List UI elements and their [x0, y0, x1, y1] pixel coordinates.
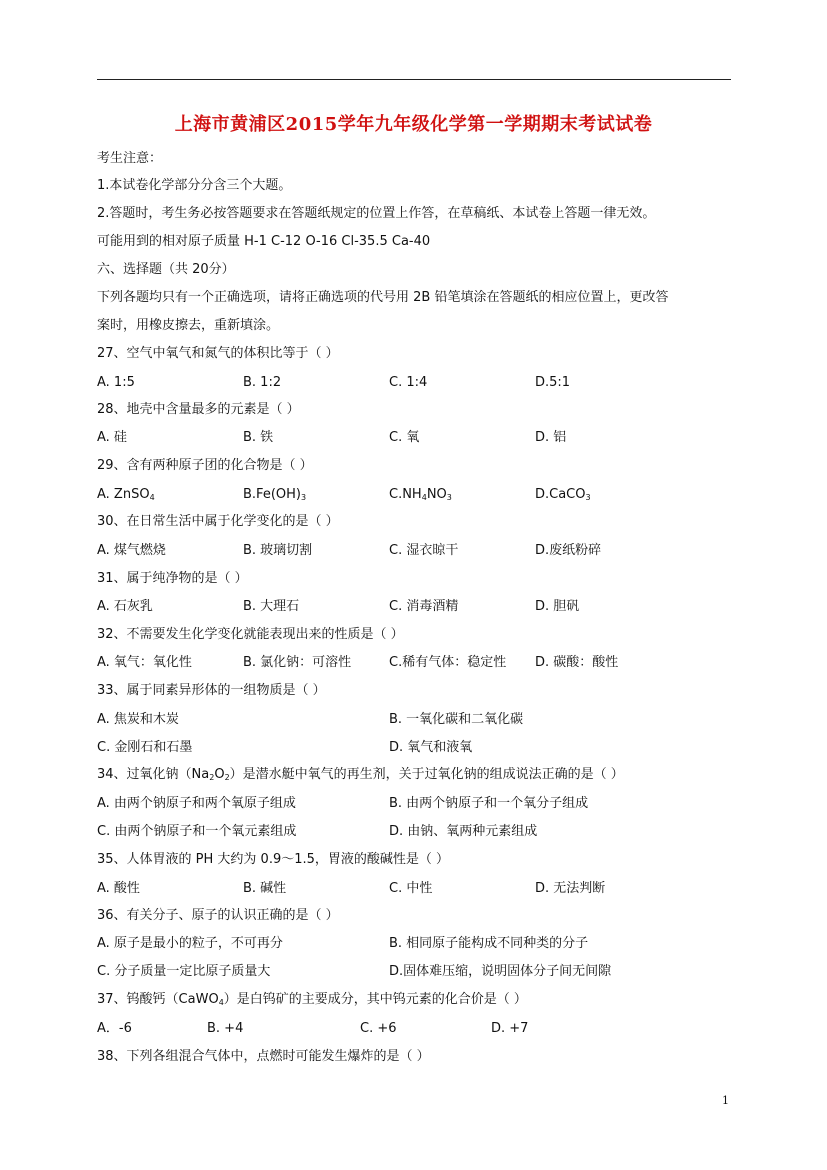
- question-31-option-c: C. 消毒酒精: [389, 599, 459, 614]
- question-30-option-a: A. 煤气燃烧: [97, 543, 166, 558]
- section-instructions-1: 下列各题均只有一个正确选项，请将正确选项的代号用 2B 铅笔填涂在答题纸的相应位置上，更改答: [97, 290, 669, 305]
- question-37-option-d: D. +7: [491, 1021, 529, 1036]
- question-36-stem: 36、有关分子、原子的认识正确的是（ ）: [97, 908, 339, 923]
- question-29-option-d: D.CaCO$_3$: [535, 487, 591, 502]
- question-36-option-b: B. 相同原子能构成不同种类的分子: [389, 936, 589, 951]
- question-34-option-a: A. 由两个钠原子和两个氧原子组成: [97, 796, 296, 811]
- question-29-stem: 29、含有两种原子团的化合物是（ ）: [97, 458, 313, 473]
- question-27-option-b: B. 1:2: [243, 375, 282, 390]
- question-36-option-c: C. 分子质量一定比原子质量大: [97, 964, 271, 979]
- question-27-stem: 27、空气中氧气和氮气的体积比等于（ ）: [97, 346, 339, 361]
- question-37-stem: 37、钨酸钙（CaWO$_4$）是白钨矿的主要成分，其中钨元素的化合价是（ ）: [97, 992, 527, 1007]
- question-32-stem: 32、不需要发生化学变化就能表现出来的性质是（ ）: [97, 627, 404, 642]
- question-32-option-d: D. 碳酸：酸性: [535, 655, 619, 670]
- question-33-option-d: D. 氧气和液氧: [389, 740, 473, 755]
- question-28-option-c: C. 氧: [389, 430, 420, 445]
- question-31-option-d: D. 胆矾: [535, 599, 580, 614]
- question-30-stem: 30、在日常生活中属于化学变化的是（ ）: [97, 514, 339, 529]
- question-35-option-a: A. 酸性: [97, 881, 140, 896]
- question-37-option-a: A．-6: [97, 1021, 132, 1036]
- question-35-option-c: C. 中性: [389, 881, 433, 896]
- question-36-option-d: D.固体难压缩，说明固体分子间无间隙: [389, 964, 612, 979]
- question-28-option-a: A. 硅: [97, 430, 127, 445]
- question-31-stem: 31、属于纯净物的是（ ）: [97, 571, 248, 586]
- question-30-option-d: D.废纸粉碎: [535, 543, 602, 558]
- question-36-option-a: A. 原子是最小的粒子，不可再分: [97, 936, 283, 951]
- question-30-option-b: B. 玻璃切割: [243, 543, 313, 558]
- question-32-option-c: C.稀有气体：稳定性: [389, 655, 507, 670]
- question-33-stem: 33、属于同素异形体的一组物质是（ ）: [97, 683, 326, 698]
- question-27-option-d: D.5:1: [535, 375, 571, 390]
- question-27-option-c: C. 1:4: [389, 375, 428, 390]
- question-34-option-c: C. 由两个钠原子和一个氧元素组成: [97, 824, 297, 839]
- question-35-option-d: D. 无法判断: [535, 881, 606, 896]
- question-34-stem: 34、过氧化钠$(Na_2O_2)$是潜水艇中氧气的再生剂，关于过氧化钠的组成说法正确的是（ ）: [97, 767, 624, 782]
- notice-heading: 考生注意：: [97, 151, 163, 166]
- question-29-option-a: A. ZnSO$_4$: [97, 487, 155, 502]
- question-34-option-d: D. 由钠、氧两种元素组成: [389, 824, 538, 839]
- question-35-stem: 35、人体胃液的 PH 大约为 0.9～1.5，胃液的酸碱性是（ ）: [97, 852, 450, 867]
- question-33-option-a: A. 焦炭和木炭: [97, 712, 179, 727]
- question-31-option-b: B. 大理石: [243, 599, 300, 614]
- page-title: 上海市黄浦区2015学年九年级化学第一学期期末考试试卷: [174, 114, 653, 135]
- question-38-stem: 38、下列各组混合气体中，点燃时可能发生爆炸的是（ ）: [97, 1049, 430, 1064]
- question-30-option-c: C. 湿衣晾干: [389, 543, 459, 558]
- question-28-option-b: B. 铁: [243, 430, 274, 445]
- question-28-option-d: D. 铝: [535, 430, 567, 445]
- question-27-option-a: A. 1:5: [97, 375, 135, 390]
- page-number: 1: [722, 1094, 729, 1107]
- question-31-option-a: A. 石灰乳: [97, 599, 153, 614]
- question-29-option-c: $C.NH_4NO_3$: [389, 487, 452, 502]
- question-29-option-b: $B.Fe(OH)_3$: [243, 487, 307, 502]
- question-28-stem: 28、地壳中含量最多的元素是（ ）: [97, 402, 300, 417]
- notice-item-2: 2.答题时，考生务必按答题要求在答题纸规定的位置上作答，在草稿纸、本试卷上答题一律无效。: [97, 206, 656, 221]
- header-rule: [97, 79, 731, 80]
- section-heading: 六、选择题（共 20分）: [97, 262, 235, 277]
- question-37-option-c: C. +6: [360, 1021, 397, 1036]
- question-33-option-c: C. 金刚石和石墨: [97, 740, 193, 755]
- question-37-option-b: B. +4: [207, 1021, 244, 1036]
- notice-item-1: 1.本试卷化学部分分含三个大题。: [97, 178, 292, 193]
- atomic-masses: 可能用到的相对原子质量 H-1 C-12 O-16 Cl-35.5 Ca-40: [97, 234, 431, 249]
- question-33-option-b: B. 一氧化碳和二氧化碳: [389, 712, 524, 727]
- section-instructions-2: 案时，用橡皮擦去，重新填涂。: [97, 318, 280, 333]
- question-34-option-b: B. 由两个钠原子和一个氧分子组成: [389, 796, 589, 811]
- question-32-option-a: A. 氧气：氧化性: [97, 655, 192, 670]
- question-32-option-b: B. 氯化钠：可溶性: [243, 655, 352, 670]
- question-35-option-b: B. 碱性: [243, 881, 287, 896]
